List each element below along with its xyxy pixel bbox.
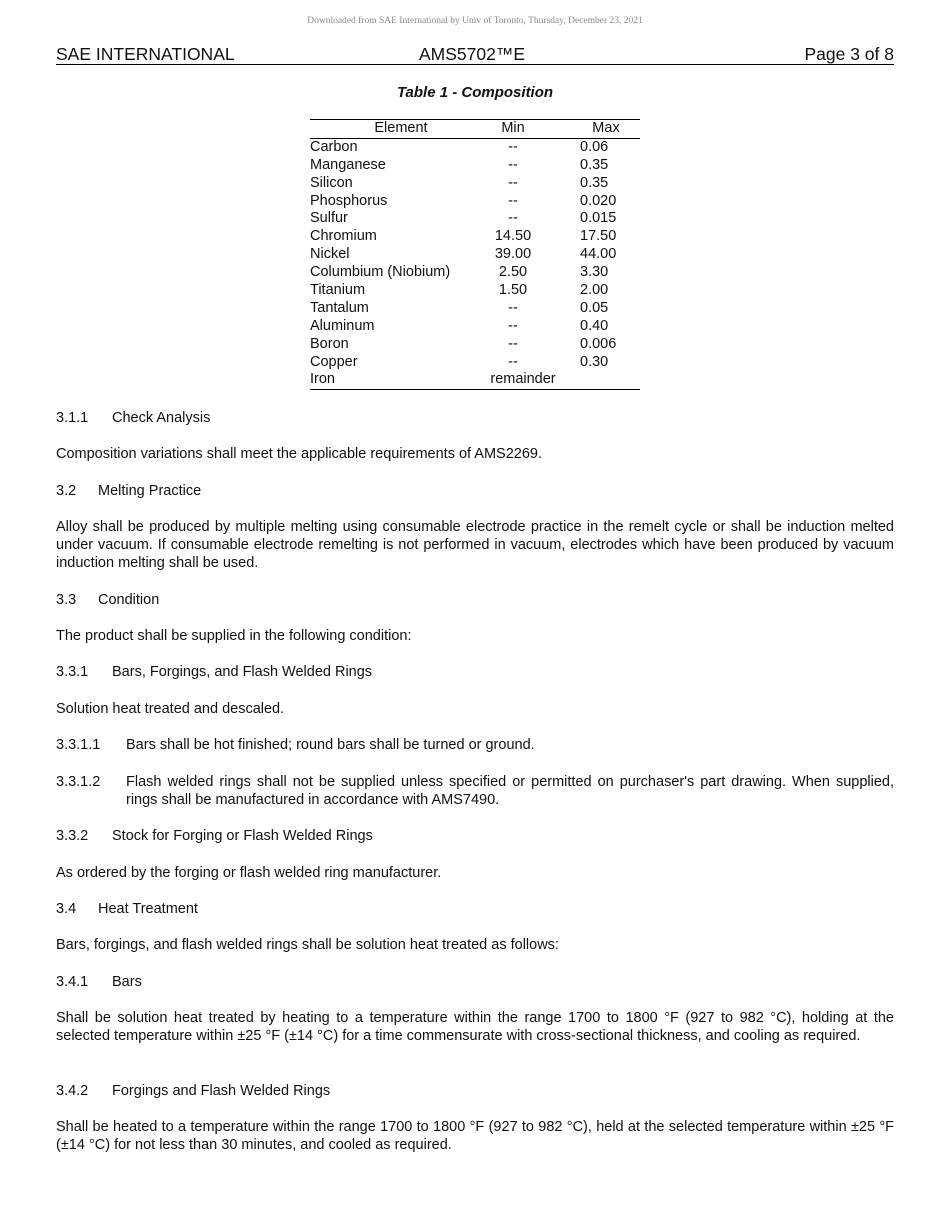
publisher-name: SAE INTERNATIONAL bbox=[56, 44, 235, 64]
section-3-4-2-text: Shall be heated to a temperature within the range 1700 to 1800 °F (927 to 982 °C), held at the selected temperature within ±25 °F (±14 °C) for not less than 30 minutes, and cooled as required. bbox=[56, 1119, 894, 1153]
section-3-3-heading bbox=[56, 591, 894, 609]
section-number: 3.4.1 bbox=[56, 974, 89, 990]
element-cell: Columbium (Niobium) bbox=[310, 264, 451, 281]
composition-table bbox=[310, 119, 640, 390]
table-row bbox=[310, 175, 640, 193]
min-cell: 2.50 bbox=[498, 264, 528, 281]
max-cell: 0.006 bbox=[580, 335, 617, 352]
section-3-4-heading bbox=[56, 900, 894, 918]
max-cell: 0.40 bbox=[580, 317, 609, 334]
section-3-2-text: Alloy shall be produced by multiple melting using consumable electrode practice in the remelt cycle or shall be induction melted under vacuum. If consumable electrode remelting is not performed in vacuum, electrodes which have been produced by vacuum induction melting shall be used. bbox=[56, 519, 894, 571]
max-cell: 0.015 bbox=[580, 210, 617, 227]
element-cell: Iron bbox=[310, 371, 335, 388]
page-header bbox=[56, 44, 894, 65]
column-header-max: Max bbox=[592, 120, 620, 136]
table-row bbox=[310, 282, 640, 300]
section-3-1-1-text: Composition variations shall meet the applicable requirements of AMS2269. bbox=[56, 446, 543, 462]
section-3-3-text: The product shall be supplied in the following condition: bbox=[56, 628, 412, 644]
element-cell: Nickel bbox=[310, 246, 350, 263]
section-number: 3.3.1 bbox=[56, 664, 89, 680]
table-row bbox=[310, 336, 640, 354]
page-number: Page 3 of 8 bbox=[804, 44, 894, 64]
section-number: 3.4 bbox=[56, 901, 77, 917]
min-cell: 1.50 bbox=[498, 282, 528, 299]
table-title: Table 1 - Composition bbox=[396, 84, 554, 101]
table-row bbox=[310, 139, 640, 157]
min-cell: 14.50 bbox=[494, 228, 532, 245]
element-cell: Tantalum bbox=[310, 299, 369, 316]
section-3-3-1-text: Solution heat treated and descaled. bbox=[56, 701, 285, 717]
table-body bbox=[310, 139, 640, 389]
section-3-4-1-text: Shall be solution heat treated by heating to a temperature within the range 1700 to 1800 °F (927 to 982 °C), holding at the selected temperature within ±25 °F (±14 °C) for a time commensurate with cross-sectional thickness, and cooling as required. bbox=[56, 1010, 894, 1044]
table-row bbox=[310, 246, 640, 264]
max-cell: 2.00 bbox=[580, 282, 609, 299]
section-title: Heat Treatment bbox=[98, 901, 198, 917]
element-cell: Silicon bbox=[310, 174, 353, 191]
table-row bbox=[310, 264, 640, 282]
min-cell: -- bbox=[508, 317, 518, 334]
download-watermark: Downloaded from SAE International by Univ of Toronto, Thursday, December 23, 2021 bbox=[307, 16, 643, 26]
column-header-min: Min bbox=[501, 120, 525, 136]
section-3-1-1-heading bbox=[56, 409, 894, 427]
table-row bbox=[310, 210, 640, 228]
table-row bbox=[310, 193, 640, 211]
element-cell: Aluminum bbox=[310, 317, 375, 334]
max-cell: 0.35 bbox=[580, 174, 609, 191]
section-3-3-1-1 bbox=[56, 736, 894, 754]
document-number: AMS5702™E bbox=[419, 44, 526, 64]
element-cell: Sulfur bbox=[310, 210, 348, 227]
max-cell: 0.06 bbox=[580, 138, 609, 155]
max-cell: 0.05 bbox=[580, 299, 609, 316]
element-cell: Titanium bbox=[310, 282, 366, 299]
section-3-2-heading bbox=[56, 482, 894, 500]
section-3-4-2-heading bbox=[56, 1082, 894, 1100]
table-row bbox=[310, 318, 640, 336]
max-cell: 3.30 bbox=[580, 264, 609, 281]
min-cell: -- bbox=[508, 192, 518, 209]
section-number: 3.3 bbox=[56, 592, 77, 608]
min-cell: 39.00 bbox=[494, 246, 532, 263]
section-title: Melting Practice bbox=[98, 483, 202, 499]
element-cell: Copper bbox=[310, 353, 358, 370]
section-3-4-text: Bars, forgings, and flash welded rings shall be solution heat treated as follows: bbox=[56, 937, 559, 953]
section-title: Stock for Forging or Flash Welded Rings bbox=[112, 828, 373, 844]
section-number: 3.3.1.2 bbox=[56, 774, 101, 790]
section-number: 3.2 bbox=[56, 483, 77, 499]
max-cell: 0.35 bbox=[580, 156, 609, 173]
max-cell: 17.50 bbox=[580, 228, 617, 245]
min-cell: -- bbox=[508, 174, 518, 191]
section-title: Forgings and Flash Welded Rings bbox=[112, 1083, 331, 1099]
min-cell: -- bbox=[508, 299, 518, 316]
section-3-3-2-text: As ordered by the forging or flash welded ring manufacturer. bbox=[56, 865, 442, 881]
table-header-row bbox=[310, 120, 640, 139]
element-cell: Boron bbox=[310, 335, 349, 352]
section-number: 3.1.1 bbox=[56, 410, 89, 426]
min-cell: -- bbox=[508, 138, 518, 155]
section-number: 3.4.2 bbox=[56, 1083, 89, 1099]
table-row bbox=[310, 157, 640, 175]
max-cell: 0.30 bbox=[580, 353, 609, 370]
section-3-3-2-heading bbox=[56, 827, 894, 845]
section-3-3-1-2 bbox=[56, 773, 894, 809]
element-cell: Carbon bbox=[310, 138, 358, 155]
section-number: 3.3.1.1 bbox=[56, 737, 101, 753]
element-cell: Chromium bbox=[310, 228, 377, 245]
section-3-3-1-heading bbox=[56, 663, 894, 681]
table-row bbox=[310, 300, 640, 318]
section-title: Condition bbox=[98, 592, 160, 608]
min-cell: -- bbox=[508, 335, 518, 352]
section-title: Bars, Forgings, and Flash Welded Rings bbox=[112, 664, 373, 680]
table-row bbox=[310, 228, 640, 246]
max-cell: 44.00 bbox=[580, 246, 617, 263]
min-cell: -- bbox=[508, 210, 518, 227]
element-cell: Manganese bbox=[310, 156, 386, 173]
column-header-element: Element bbox=[374, 120, 428, 136]
section-text: Flash welded rings shall not be supplied unless specified or permitted on purchaser's part drawing. When supplied, rings shall be manufactured in accordance with AMS7490. bbox=[126, 774, 894, 808]
min-cell: -- bbox=[508, 353, 518, 370]
min-cell: remainder bbox=[490, 371, 556, 388]
table-row bbox=[310, 354, 640, 372]
table-row bbox=[310, 371, 640, 389]
section-number: 3.3.2 bbox=[56, 828, 89, 844]
section-title: Bars bbox=[112, 974, 142, 990]
section-title: Check Analysis bbox=[112, 410, 211, 426]
min-cell: -- bbox=[508, 156, 518, 173]
section-3-4-1-heading bbox=[56, 973, 894, 991]
element-cell: Phosphorus bbox=[310, 192, 388, 209]
max-cell: 0.020 bbox=[580, 192, 617, 209]
section-text: Bars shall be hot finished; round bars shall be turned or ground. bbox=[126, 737, 535, 753]
